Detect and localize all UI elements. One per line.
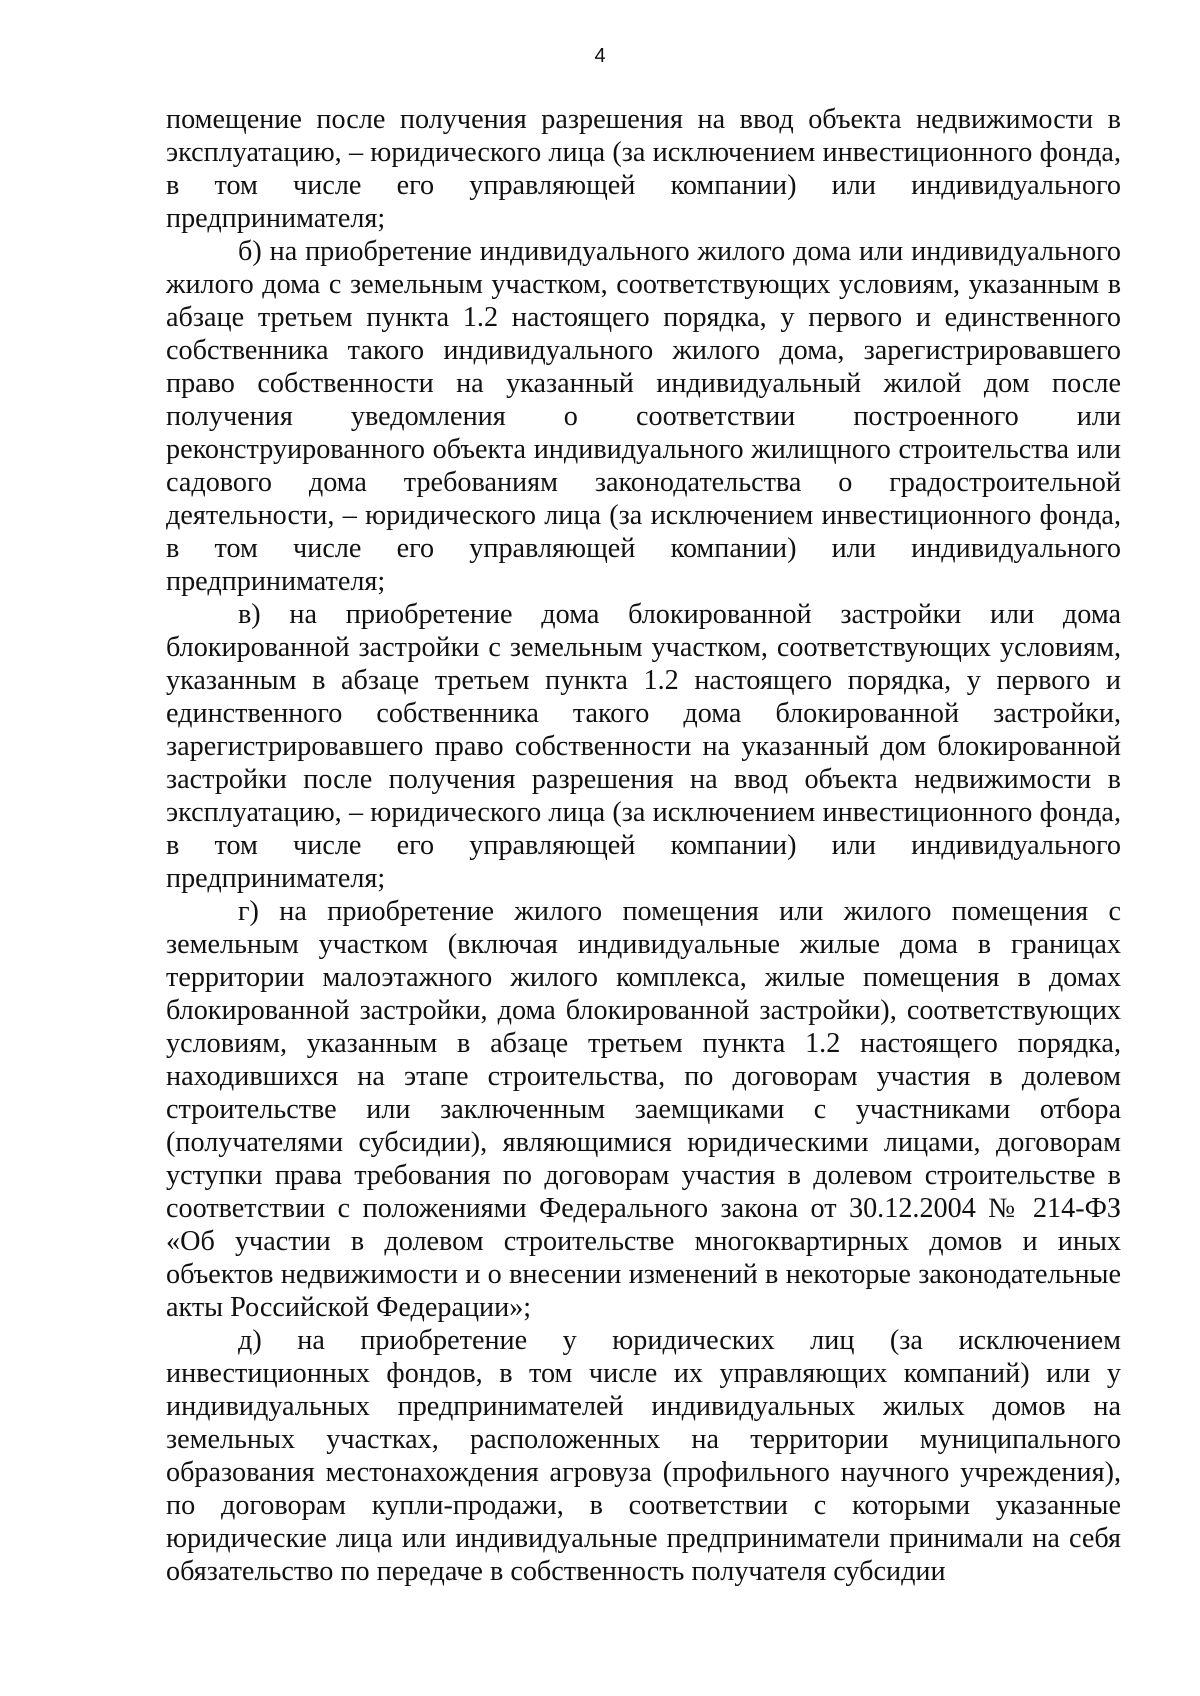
document-body (166, 103, 1121, 1588)
page-number: 4 (594, 45, 606, 67)
paragraph-item-v: в) на приобретение дома блокированной застройки или дома блокированной застройки с земельным участком, соответствующих условиям, указанным в абзаце третьем пункта 1.2 настоящего порядка, у первого и единственного собственника такого дома блокированной застройки, зарегистрировавшего право собственности на указанный дом блокированной застройки после получения разрешения на ввод объекта недвижимости в эксплуатацию, – юридического лица (за исключением инвестиционного фонда, в том числе его управляющей компании) или индивидуального предпринимателя; (166, 599, 1121, 894)
paragraph-continuation: помещение после получения разрешения на ввод объекта недвижимости в эксплуатацию, – юридического лица (за исключением инвестиционного фонда, в том числе его управляющей компании) или индивидуального предпринимателя; (166, 104, 1121, 234)
paragraph-item-d: д) на приобретение у юридических лиц (за исключением инвестиционных фондов, в том числе их управляющих компаний) или у индивидуальных предпринимателей индивидуальных жилых домов на земельных участках, расположенных на территории муниципального образования местонахождения агровуза (профильного научного учреждения), по договорам купли-продажи, в соответствии с которыми указанные юридические лица или индивидуальные предприниматели принимали на себя обязательство по передаче в собственность получателя субсидии (166, 1325, 1121, 1587)
paragraph-item-g: г) на приобретение жилого помещения или жилого помещения с земельным участком (включая индивидуальные жилые дома в границах территории малоэтажного жилого комплекса, жилые помещения в домах блокированной застройки, дома блокированной застройки), соответствующих условиям, указанным в абзаце третьем пункта 1.2 настоящего порядка, находившихся на этапе строительства, по договорам участия в долевом строительстве или заключенным заемщиками с участниками отбора (получателями субсидии), являющимися юридическими лицами, договорам уступки права требования по договорам участия в долевом строительстве в соответствии с положениями Федерального закона от 30.12.2004 № 214-ФЗ «Об участии в долевом строительстве многоквартирных домов и иных объектов недвижимости и о внесении изменений в некоторые законодательные акты Российской Федерации»; (166, 896, 1121, 1323)
paragraph-item-b: б) на приобретение индивидуального жилого дома или индивидуального жилого дома с земельным участком, соответствующих условиям, указанным в абзаце третьем пункта 1.2 настоящего порядка, у первого и единственного собственника такого индивидуального жилого дома, зарегистрировавшего право собственности на указанный индивидуальный жилой дом после получения уведомления о соответствии построенного или реконструированного объекта индивидуального жилищного строительства или садового дома требованиям законодательства о градостроительной деятельности, – юридического лица (за исключением инвестиционного фонда, в том числе его управляющей компании) или индивидуального предпринимателя; (166, 236, 1121, 597)
